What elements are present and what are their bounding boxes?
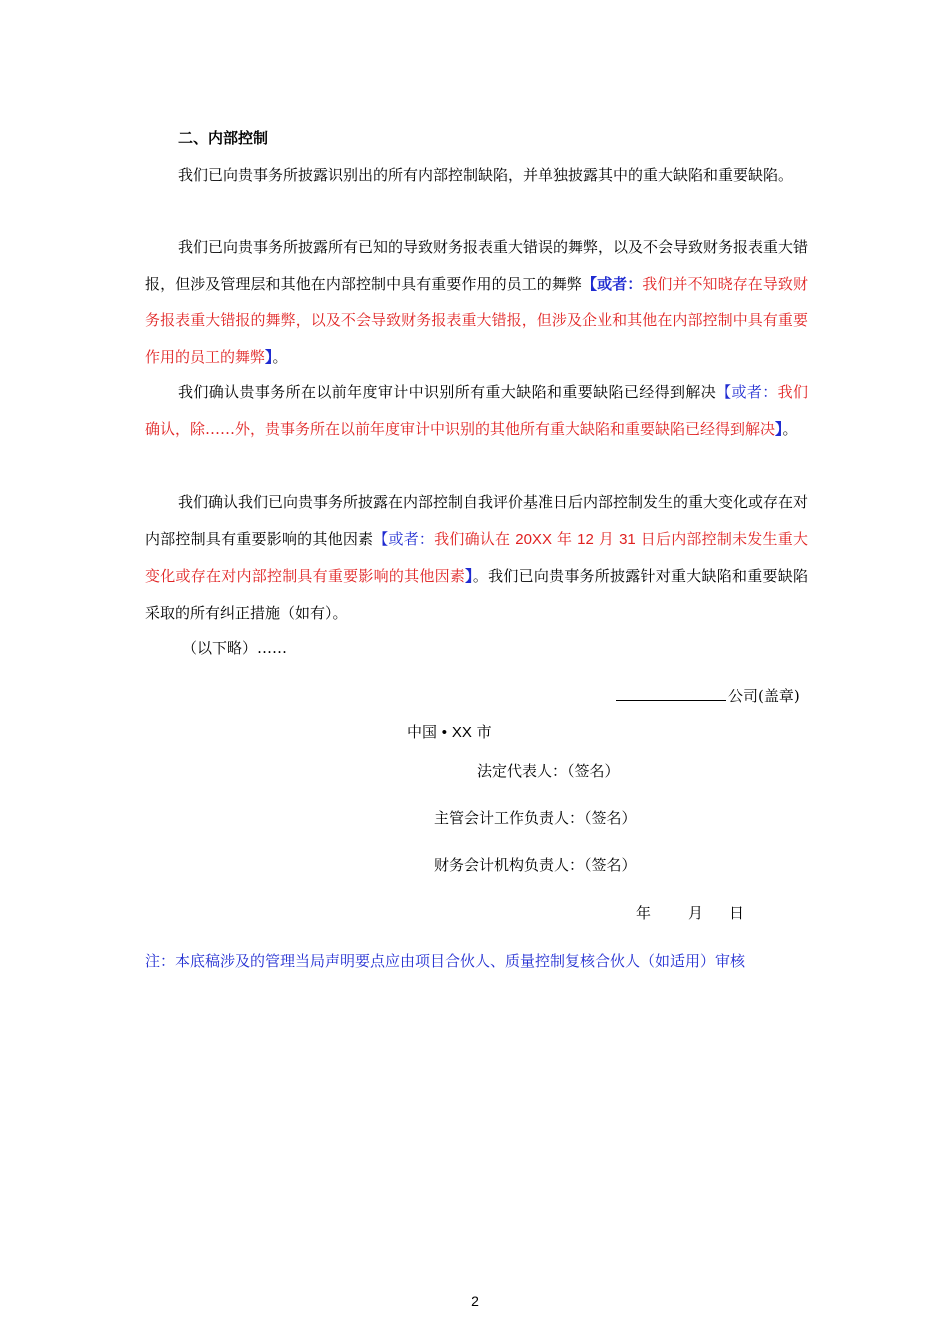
page-number: 2	[471, 1293, 479, 1309]
paragraph-deficiencies	[145, 157, 808, 194]
alt-day: 31	[619, 530, 636, 548]
company-seal-label: 公司(盖章)	[728, 687, 800, 705]
alt-text-part: 年	[556, 529, 573, 548]
alt-text: 我们确认，除……外，贵事务所在以前年度审计中识别的其他所有重大缺陷和重要缺陷已经得到解决	[145, 383, 808, 438]
city-suffix: 市	[476, 723, 492, 741]
legal-representative-line: 法定代表人：（签名）	[477, 762, 620, 780]
accounting-head-line: 主管会计工作负责人：（签名）	[434, 809, 637, 827]
paragraph-text: 我们确认贵事务所在以前年度审计中识别所有重大缺陷和重要缺陷已经得到解决	[178, 383, 717, 401]
alt-text-part: 我们确认在	[434, 529, 511, 548]
paragraph-text: 我们已向贵事务所披露识别出的所有内部控制缺陷，并单独披露其中的重大缺陷和重要缺陷。	[178, 166, 794, 184]
date-day-label: 日	[729, 904, 745, 922]
paragraph-end: 。我们已向贵事务所披露针对重大缺陷和重要缺陷采取的所有纠正措施（如有）。	[145, 567, 808, 622]
alt-month: 12	[577, 530, 594, 548]
alt-bracket-open: 【或者：	[373, 529, 435, 548]
review-note: 注：本底稿涉及的管理当局声明要点应由项目合伙人、质量控制复核合伙人（如适用）审核	[145, 952, 746, 970]
paragraph-text: 我们确认我们已向贵事务所披露在内部控制自我评价基准日后内部控制发生的重大变化或存在对内部控制具有重要影响的其他因素	[145, 493, 809, 548]
date-month-label: 月	[688, 904, 704, 922]
alt-bracket-open: 【或者：	[716, 383, 778, 401]
alt-text-part: 日后内部控制未发生重大变化或存在对内部控制具有重要影响的其他因素	[145, 529, 808, 585]
alt-bracket-close: 】	[775, 419, 783, 438]
city-dot: •	[441, 724, 448, 741]
company-seal-line	[616, 685, 800, 707]
paragraph-text: 我们已向贵事务所披露所有已知的导致财务报表重大错误的舞弊，以及不会导致财务报表重大错报，但涉及管理层和其他在内部控制中具有重要作用的员工的舞弊	[145, 238, 809, 293]
paragraph-fraud	[145, 229, 808, 375]
alt-bracket-open: 【或者：	[582, 274, 643, 293]
alt-text: 我们并不知晓存在导致财务报表重大错报的舞弊，以及不会导致财务报表重大错报，但涉及企业和其他在内部控制中具有重要作用的员工的舞弊	[145, 274, 808, 366]
alt-text-part: 月	[598, 529, 615, 548]
section-heading: 二、内部控制	[178, 129, 269, 147]
company-name-blank	[616, 686, 726, 701]
city-line	[407, 721, 492, 744]
alt-bracket-close: 】	[265, 347, 273, 366]
paragraph-end: 。	[272, 347, 288, 366]
omitted-note: （以下略）……	[182, 639, 288, 657]
city-prefix: 中国	[407, 723, 438, 741]
paragraph-subsequent-changes	[145, 484, 808, 631]
paragraph-prior-year	[145, 374, 808, 447]
date-year-label: 年	[636, 904, 652, 922]
alt-bracket-close: 】	[465, 567, 473, 585]
city-placeholder: XX	[451, 724, 472, 741]
paragraph-end: 。	[782, 419, 798, 438]
finance-head-line: 财务会计机构负责人：（签名）	[434, 856, 637, 874]
alt-year: 20XX	[515, 530, 552, 548]
